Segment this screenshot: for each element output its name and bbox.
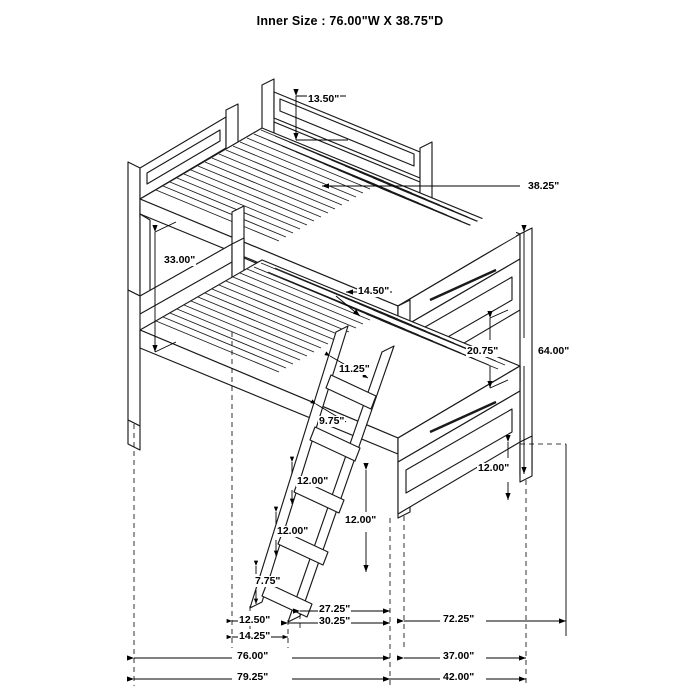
dimension-label-8: 12.00" (478, 462, 510, 474)
dimension-label-1: 38.25" (528, 180, 560, 192)
dimension-label-4: 64.00" (538, 345, 570, 357)
dimension-label-17: 76.00" (237, 650, 269, 662)
dimension-label-3: 14.50" (358, 285, 390, 297)
dimension-label-21: 42.00" (443, 671, 475, 683)
dimension-label-16: 30.25" (319, 615, 351, 627)
dimension-label-11: 12.00" (345, 514, 377, 526)
dimension-label-9: 12.00" (297, 475, 329, 487)
dimension-label-5: 20.75" (467, 345, 499, 357)
dimension-label-10: 12.00" (277, 525, 309, 537)
dimension-label-2: 33.00" (164, 254, 196, 266)
dimension-label-13: 12.50" (239, 614, 271, 626)
dimension-label-0: 13.50" (308, 93, 340, 105)
dimension-label-20: 72.25" (443, 613, 475, 625)
dimension-label-6: 11.25" (339, 363, 370, 375)
page-title: Inner Size : 76.00"W X 38.75"D (256, 14, 444, 28)
dimension-label-15: 27.25" (319, 603, 351, 615)
dimension-label-18: 79.25" (237, 671, 269, 683)
baseline-dimension-bars (134, 444, 566, 679)
dimension-label-19: 37.00" (443, 650, 475, 662)
dimension-label-14: 14.25" (239, 630, 271, 642)
dimension-label-12: 7.75" (255, 575, 281, 587)
dimension-label-7: 9.75" (319, 415, 345, 427)
